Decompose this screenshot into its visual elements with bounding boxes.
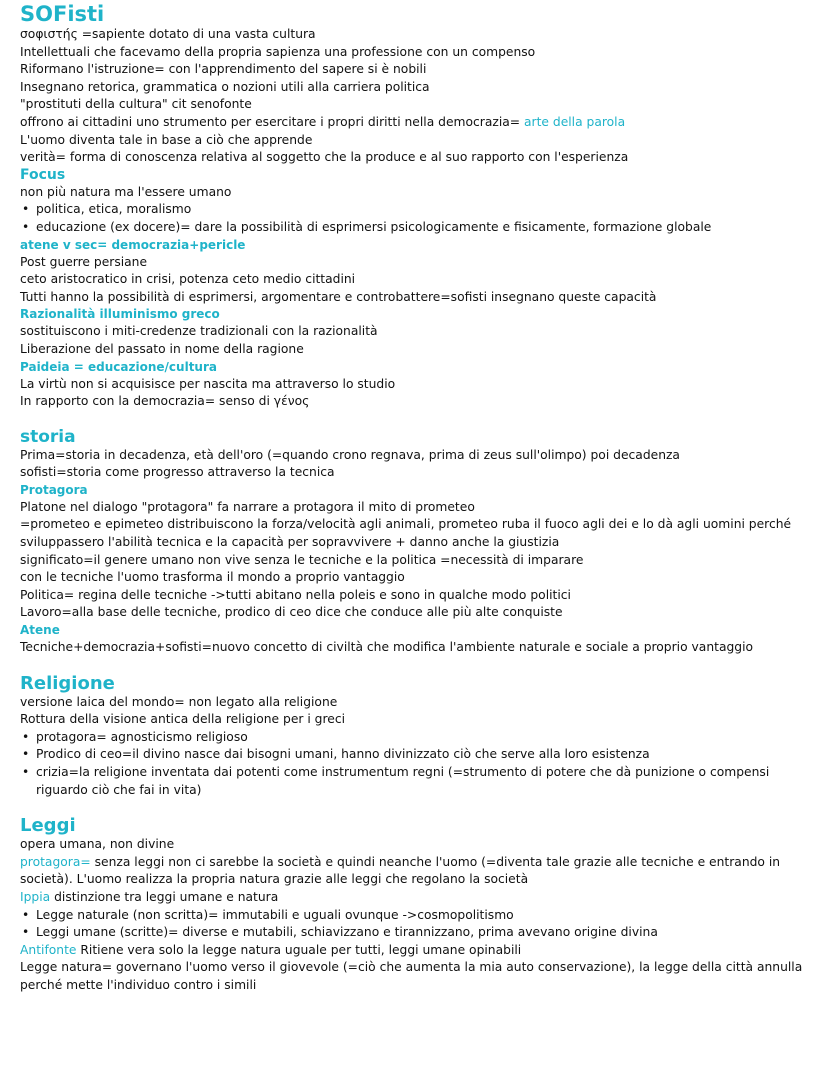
focus-intro: non più natura ma l'essere umano [20,184,232,199]
sofisti-offer-line [20,114,815,132]
leggi-ippia-label: Ippia [20,889,51,904]
leggi-bullet-1: • Legge naturale (non scritta)= immutabili e uguali ovunque ->cosmopolitismo [20,907,815,925]
spacer [20,411,815,427]
sofisti-line-3: Riformano l'istruzione= con l'apprendimento del sapere si è nobili [20,62,427,77]
religione-bullet-1: • protagora= agnosticismo religioso [20,729,815,747]
leggi-protagora-label: protagora= [20,854,91,869]
storia-line-1: Prima=storia in decadenza, età dell'oro (=quando crono regnava, prima di zeus sull'olimpo) poi decadenza [20,447,680,462]
protagora-line-2: =prometeo e epimeteo distribuiscono la forza/velocità agli animali, prometeo ruba il fuoco agli dei e lo dà agli uomini perché sviluppassero l'abilità tecnica e la capacità per sopravvivere + danno anche la giustizia [20,517,792,550]
leggi-protagora-text: senza leggi non ci sarebbe la società e quindi neanche l'uomo (=diventa tale grazie alle tecniche e entrando in società). L'uomo realizza la propria natura grazie alle leggi che regolano la società [20,854,781,887]
section-title-sofisti: SOFisti [20,2,105,26]
focus-bullet-1: • politica, etica, moralismo [20,201,815,219]
leggi-last-line: Legge natura= governano l'uomo verso il giovevole (=ciò che aumenta la mia auto conservazione), la legge della città annulla perché mette l'individuo contro i simili [20,960,803,992]
atene-line-1: Tecniche+democrazia+sofisti=nuovo concetto di civiltà che modifica l'ambiente naturale e sociale a proprio vantaggio [20,640,754,655]
religione-line-1: versione laica del mondo= non legato alla religione [20,694,338,709]
leggi-antifonte-line [20,942,815,960]
sofisti-offer-accent: arte della parola [524,114,626,129]
section-title-religione: Religione [20,672,115,694]
section-title-leggi: Leggi [20,815,76,837]
protagora-line-6: Lavoro=alla base delle tecniche, prodico di ceo dice che conduce alle più alte conquiste [20,605,563,620]
spacer [20,799,815,815]
sofisti-line-5: "prostituti della cultura" cit senofonte [20,97,252,112]
protagora-line-1: Platone nel dialogo "protagora" fa narrare a protagora il mito di prometeo [20,499,475,514]
leggi-intro: opera umana, non divine [20,837,175,852]
atene-v-line-2: ceto aristocratico in crisi, potenza ceto medio cittadini [20,272,356,287]
leggi-antifonte-label: Antifonte [20,942,77,957]
atene-v-line-3: Tutti hanno la possibilità di esprimersi, argomentare e controbattere=sofisti insegnano queste capacità [20,289,657,304]
spacer [20,657,815,673]
subtitle-protagora: Protagora [20,482,88,497]
leggi-antifonte-text: Ritiene vera solo la legge natura uguale per tutti, leggi umane opinabili [76,942,522,957]
protagora-line-4: con le tecniche l'uomo trasforma il mondo a proprio vantaggio [20,570,405,585]
storia-line-2: sofisti=storia come progresso attraverso la tecnica [20,465,335,480]
sofisti-line-2: Intellettuali che facevamo della propria sapienza una professione con un compenso [20,44,536,59]
section-title-storia: storia [20,426,76,447]
paideia-line-1: La virtù non si acquisisce per nascita ma attraverso lo studio [20,376,396,391]
sofisti-line-4: Insegnano retorica, grammatica o nozioni utili alla carriera politica [20,79,430,94]
protagora-line-5: Politica= regina delle tecniche ->tutti abitano nella poleis e sono in qualche modo politici [20,587,571,602]
razionalita-line-1: sostituiscono i miti-credenze tradizionali con la razionalità [20,324,378,339]
sofisti-line-6: L'uomo diventa tale in base a ciò che apprende [20,132,313,147]
sofisti-offer-text: offrono ai cittadini uno strumento per esercitare i propri diritti nella democrazia= [20,114,524,129]
subtitle-atene: Atene [20,623,60,638]
razionalita-line-2: Liberazione del passato in nome della ragione [20,341,304,356]
sofisti-line-7: verità= forma di conoscenza relativa al soggetto che la produce e al suo rapporto con l'esperienza [20,150,629,165]
protagora-line-3: significato=il genere umano non vive senza le tecniche e la politica =necessità di imparare [20,552,584,567]
leggi-bullet-2: • Leggi umane (scritte)= diverse e mutabili, schiavizzano e tirannizzano, prima avevano origine divina [20,924,815,942]
religione-bullet-list [20,729,815,799]
subtitle-razionalita: Razionalità illuminismo greco [20,307,220,322]
leggi-ippia-line [20,889,815,907]
religione-bullet-3: • crizia=la religione inventata dai potenti come instrumentum regni (=strumento di potere che dà punizione o compensi riguardo ciò che fai in vita) [20,764,815,799]
subtitle-atene-v-sec: atene v sec= democrazia+pericle [20,237,246,252]
focus-bullet-2: • educazione (ex docere)= dare la possibilità di esprimersi psicologicamente e fisicamente, formazione globale [20,219,815,237]
notes-page [20,2,815,995]
subtitle-paideia: Paideia = educazione/cultura [20,359,217,374]
focus-bullet-list [20,201,815,236]
leggi-protagora-line [20,854,815,889]
atene-v-line-1: Post guerre persiane [20,254,148,269]
section-title-focus: Focus [20,166,66,183]
religione-line-2: Rottura della visione antica della religione per i greci [20,712,346,727]
paideia-line-2: In rapporto con la democrazia= senso di γένος [20,394,310,409]
sofisti-line-1: σοφιστής =sapiente dotato di una vasta cultura [20,27,316,41]
leggi-ippia-text: distinzione tra leggi umane e natura [50,889,279,904]
religione-bullet-2: • Prodico di ceo=il divino nasce dai bisogni umani, hanno divinizzato ciò che serve alla loro esistenza [20,746,815,764]
leggi-bullet-list [20,907,815,942]
